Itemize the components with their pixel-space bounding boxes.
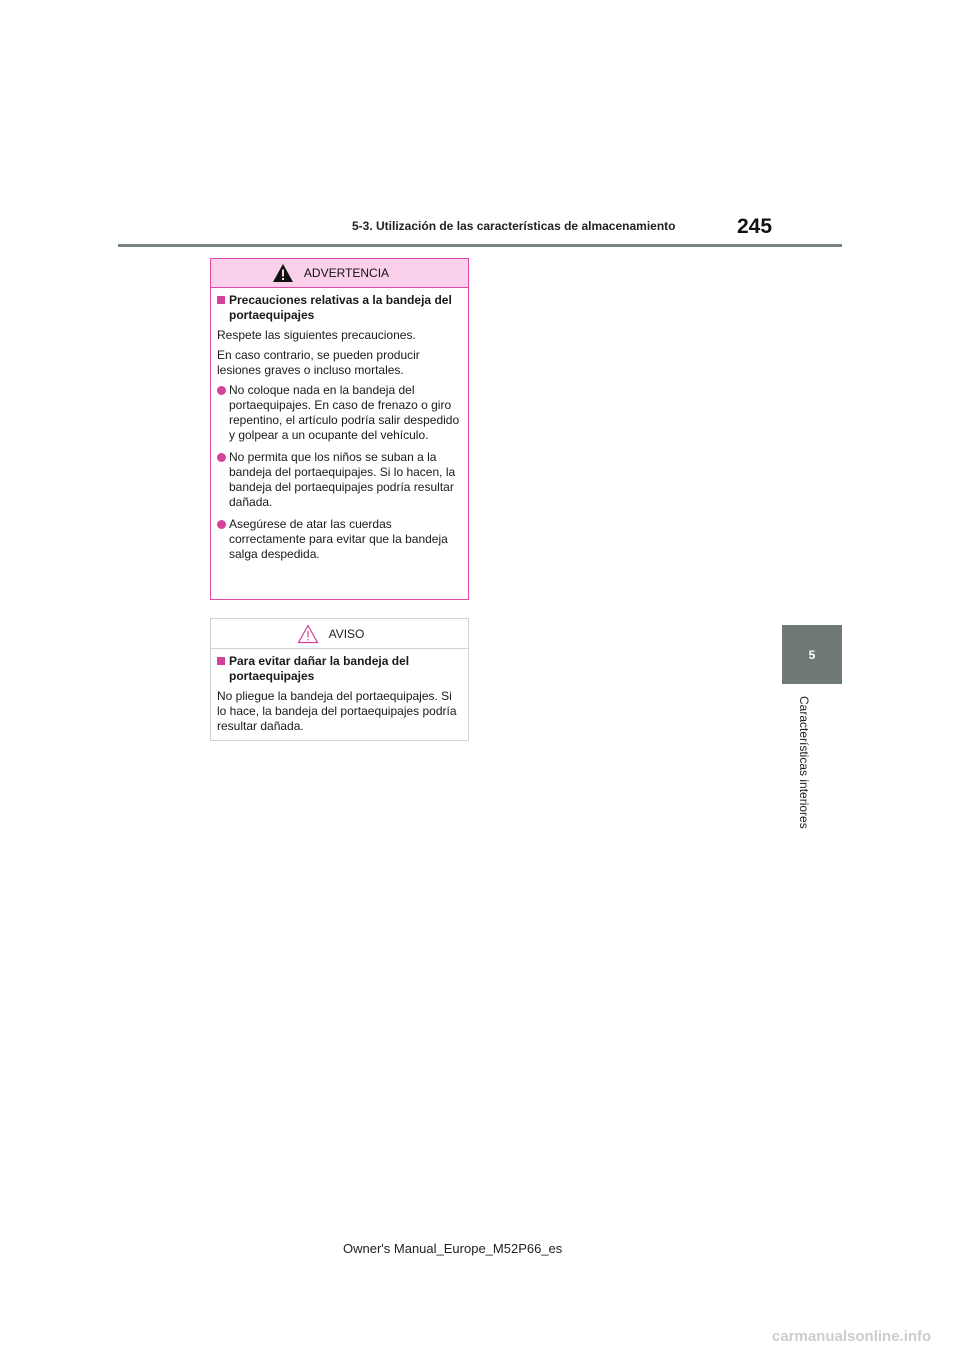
warning-bullet-text: No permita que los niños se suban a la bandeja del portaequipajes. Si lo hacen, la bandeja del portaequipajes podría resultar dañada. — [229, 450, 456, 509]
watermark: carmanualsonline.info — [772, 1328, 932, 1345]
round-bullet-icon — [217, 386, 226, 395]
warning-paragraph: Respete las siguientes precauciones. — [217, 328, 416, 342]
warning-title: ADVERTENCIA — [303, 266, 390, 280]
notice-box — [210, 618, 469, 741]
notice-header — [211, 619, 468, 649]
square-bullet-icon — [217, 296, 225, 304]
caution-triangle-outline-icon — [297, 624, 319, 644]
chapter-title: Características interiores — [797, 696, 811, 829]
section-header-title: 5-3. Utilización de las características de almacenamiento — [352, 219, 676, 233]
warning-section-title-text: Precauciones relativas a la bandeja del portaequipajes — [229, 293, 452, 322]
warning-header — [211, 259, 468, 288]
warning-box — [210, 258, 469, 600]
warning-bullet-item — [217, 517, 461, 562]
chapter-tab — [782, 625, 842, 684]
header-rule — [118, 244, 842, 247]
notice-title: AVISO — [328, 626, 365, 641]
notice-paragraph: No pliegue la bandeja del portaequipajes. Si lo hace, la bandeja del portaequipajes podría resultar dañada. — [217, 689, 457, 733]
warning-bullet-item — [217, 450, 461, 510]
footer-text: Owner's Manual_Europe_M52P66_es — [343, 1241, 563, 1256]
square-bullet-icon — [217, 657, 225, 665]
warning-section-title — [217, 293, 461, 323]
page-number: 245 — [737, 215, 773, 238]
round-bullet-icon — [217, 520, 226, 529]
notice-section-title — [217, 654, 461, 684]
warning-bullet-text: No coloque nada en la bandeja del portaequipajes. En caso de frenazo o giro repentino, el artículo podría salir despedido y golpear a un ocupante del vehículo. — [229, 383, 460, 442]
warning-bullet-text: Asegúrese de atar las cuerdas correctamente para evitar que la bandeja salga despedida. — [229, 517, 448, 561]
notice-section-title-text: Para evitar dañar la bandeja del portaequipajes — [229, 654, 410, 683]
warning-paragraph: En caso contrario, se pueden producir lesiones graves o incluso mortales. — [217, 348, 420, 377]
chapter-number: 5 — [808, 647, 816, 662]
warning-bullet-item — [217, 383, 461, 443]
round-bullet-icon — [217, 453, 226, 462]
warning-triangle-icon — [272, 263, 294, 283]
